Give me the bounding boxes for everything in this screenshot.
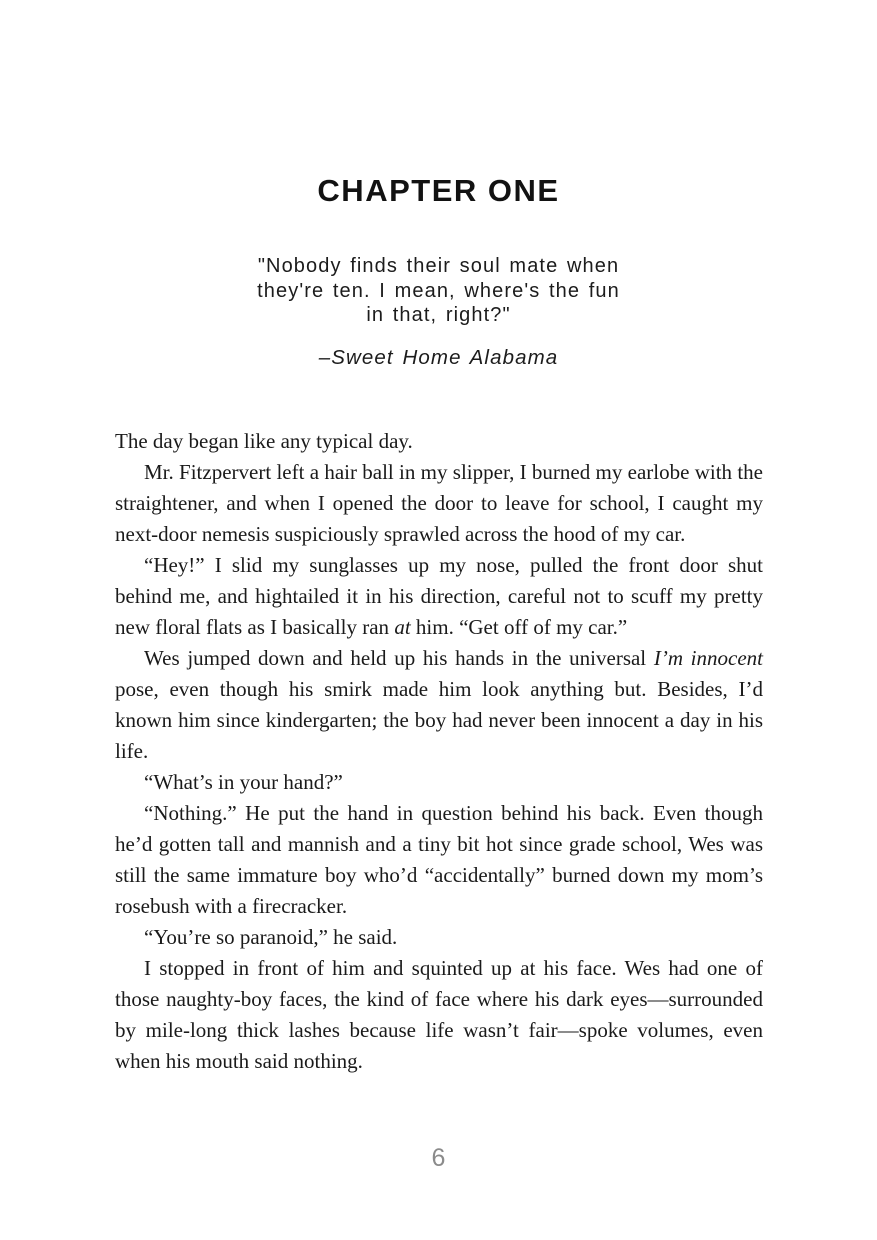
epigraph	[0, 254, 877, 328]
text-segment: “Nothing.” He put the hand in question behind his back. Even though he’d gotten tall and mannish and a tiny bit hot since grade school, Wes was still the same immature boy who’d “accidentally” burned down my mom’s rosebush with a firecracker.	[115, 800, 763, 918]
body-paragraph-5	[115, 767, 763, 798]
body-paragraph-2	[115, 457, 763, 550]
text-segment: I stopped in front of him and squinted up at his face. Wes had one of those naughty-boy faces, the kind of face where his dark eyes—surrounded by mile-long thick lashes because life wasn’t fair—spoke volumes, even when his mouth said nothing.	[115, 955, 763, 1073]
epigraph-line-2: they're ten. I mean, where's the fun	[257, 279, 620, 302]
text-segment: Wes jumped down and held up his hands in the universal	[144, 645, 654, 670]
chapter-title: CHAPTER ONE	[317, 173, 560, 208]
body-paragraph-8	[115, 953, 763, 1077]
epigraph-line-3: in that, right?"	[366, 304, 511, 327]
text-segment: “Hey!” I slid my sunglasses up my nose, pulled the front door shut behind me, and hightailed it in his direction, careful not to scuff my pretty new floral flats as I basically ran	[115, 552, 763, 639]
text-segment: The day began like any typical day.	[115, 428, 413, 453]
text-segment: “What’s in your hand?”	[144, 769, 343, 794]
text-segment: Mr. Fitzpervert left a hair ball in my slipper, I burned my earlobe with the straightener, and when I opened the door to leave for school, I caught my next-door nemesis suspiciously sprawled across the hood of my car.	[115, 459, 763, 546]
page-number: 6	[431, 1144, 446, 1172]
italic-text: at	[394, 614, 411, 639]
body-paragraph-1	[115, 426, 763, 457]
body-paragraph-7	[115, 922, 763, 953]
body-paragraph-3	[115, 550, 763, 643]
epigraph-line-1: "Nobody finds their soul mate when	[257, 255, 620, 278]
epigraph-attribution: –Sweet Home Alabama	[318, 345, 559, 369]
italic-text: I’m innocent	[653, 645, 763, 670]
text-segment: “You’re so paranoid,” he said.	[144, 924, 398, 949]
text-segment: pose, even though his smirk made him look anything but. Besides, I’d known him since kindergarten; the boy had never been innocent a day in his life.	[115, 676, 763, 763]
body-text	[115, 426, 763, 1077]
body-paragraph-4	[115, 643, 763, 767]
body-paragraph-6	[115, 798, 763, 922]
text-segment: him. “Get off of my car.”	[410, 614, 628, 639]
